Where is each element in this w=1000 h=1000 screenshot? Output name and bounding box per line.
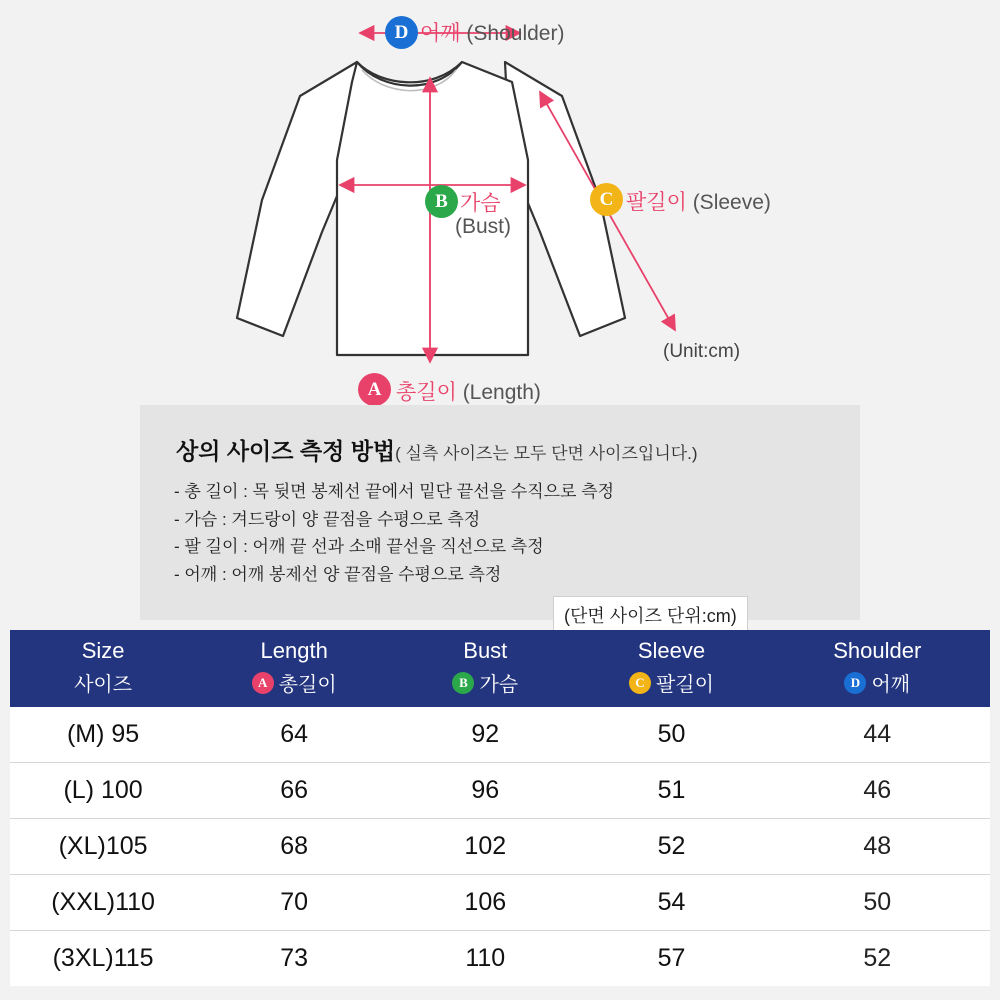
badge-b-icon: B xyxy=(452,672,474,694)
cell-sleeve: 51 xyxy=(578,763,764,819)
cell-bust: 106 xyxy=(392,875,578,931)
cell-shoulder: 44 xyxy=(765,707,990,763)
marker-a-label xyxy=(396,376,541,406)
list-item: - 어깨 : 어깨 봉제선 양 끝점을 수평으로 측정 xyxy=(174,564,502,584)
cell-length: 68 xyxy=(196,819,392,875)
column-sleeve: Sleeve C 팔길이 xyxy=(578,630,764,707)
instructions-title-row xyxy=(140,405,860,466)
cell-sleeve: 50 xyxy=(578,707,764,763)
marker-c-label xyxy=(626,186,771,216)
table-row xyxy=(10,763,990,819)
table-row xyxy=(10,875,990,931)
marker-c-ko: 팔길이 xyxy=(626,191,687,214)
marker-d-en: (Shoulder) xyxy=(460,22,565,45)
cell-size: (L) 100 xyxy=(10,763,196,819)
list-item: - 팔 길이 : 어깨 끝 선과 소매 끝선을 직선으로 측정 xyxy=(174,537,544,557)
cell-length: 66 xyxy=(196,763,392,819)
size-table xyxy=(10,630,990,986)
marker-c-badge: C xyxy=(590,183,623,216)
marker-a-en: (Length) xyxy=(456,381,541,404)
table-body xyxy=(10,707,990,986)
column-length: Length A 총길이 xyxy=(196,630,392,707)
marker-d-label xyxy=(420,17,564,47)
badge-c-icon: C xyxy=(629,672,651,694)
badge-a-icon: A xyxy=(252,672,274,694)
cell-shoulder: 46 xyxy=(765,763,990,819)
badge-d-icon: D xyxy=(844,672,866,694)
cell-size: (XXL)110 xyxy=(10,875,196,931)
instructions-title: 상의 사이즈 측정 방법 xyxy=(176,438,396,464)
cell-sleeve: 57 xyxy=(657,944,686,972)
unit-note: (Unit:cm) xyxy=(663,341,741,362)
cell-size: (3XL)115 xyxy=(52,944,154,972)
cell-shoulder: 50 xyxy=(765,875,990,931)
marker-d-ko: 어깨 xyxy=(420,22,461,45)
table-header xyxy=(10,630,990,707)
marker-c-en: (Sleeve) xyxy=(686,191,771,214)
cell-length: 73 xyxy=(280,944,309,972)
size-diagram xyxy=(0,0,1000,410)
cell-bust: 110 xyxy=(465,944,506,972)
cell-bust: 96 xyxy=(392,763,578,819)
column-bust: Bust B 가슴 xyxy=(392,630,578,707)
unit-callout: (단면 사이즈 단위:cm) xyxy=(553,596,748,634)
table-row xyxy=(10,931,990,987)
cell-shoulder: 52 xyxy=(863,944,892,972)
instructions-subtitle: ( 실측 사이즈는 모두 단면 사이즈입니다.) xyxy=(395,444,698,463)
instructions-list xyxy=(140,478,860,588)
marker-a-ko: 총길이 xyxy=(396,381,457,404)
cell-length: 70 xyxy=(196,875,392,931)
cell-size: (XL)105 xyxy=(10,819,196,875)
cell-size: (M) 95 xyxy=(10,707,196,763)
column-size: Size 사이즈 xyxy=(10,630,196,707)
marker-a-badge: A xyxy=(358,373,391,406)
list-item: - 총 길이 : 목 뒷면 봉제선 끝에서 밑단 끝선을 수직으로 측정 xyxy=(174,482,615,501)
cell-length: 64 xyxy=(196,707,392,763)
cell-bust: 102 xyxy=(392,819,578,875)
table-row xyxy=(10,819,990,875)
table-row xyxy=(10,707,990,763)
marker-d-badge: D xyxy=(385,16,418,49)
list-item: - 가슴 : 겨드랑이 양 끝점을 수평으로 측정 xyxy=(174,509,481,529)
cell-bust: 92 xyxy=(392,707,578,763)
table-header-row xyxy=(10,630,990,707)
cell-sleeve: 52 xyxy=(578,819,764,875)
cell-sleeve: 54 xyxy=(578,875,764,931)
column-shoulder: Shoulder D 어깨 xyxy=(765,630,990,707)
marker-b-badge: B xyxy=(425,185,458,218)
marker-b-label xyxy=(460,187,501,217)
cell-shoulder: 48 xyxy=(765,819,990,875)
marker-b-ko: 가슴 xyxy=(460,192,501,215)
marker-b-label-en: (Bust) xyxy=(455,215,512,238)
measurement-instructions xyxy=(140,405,860,620)
